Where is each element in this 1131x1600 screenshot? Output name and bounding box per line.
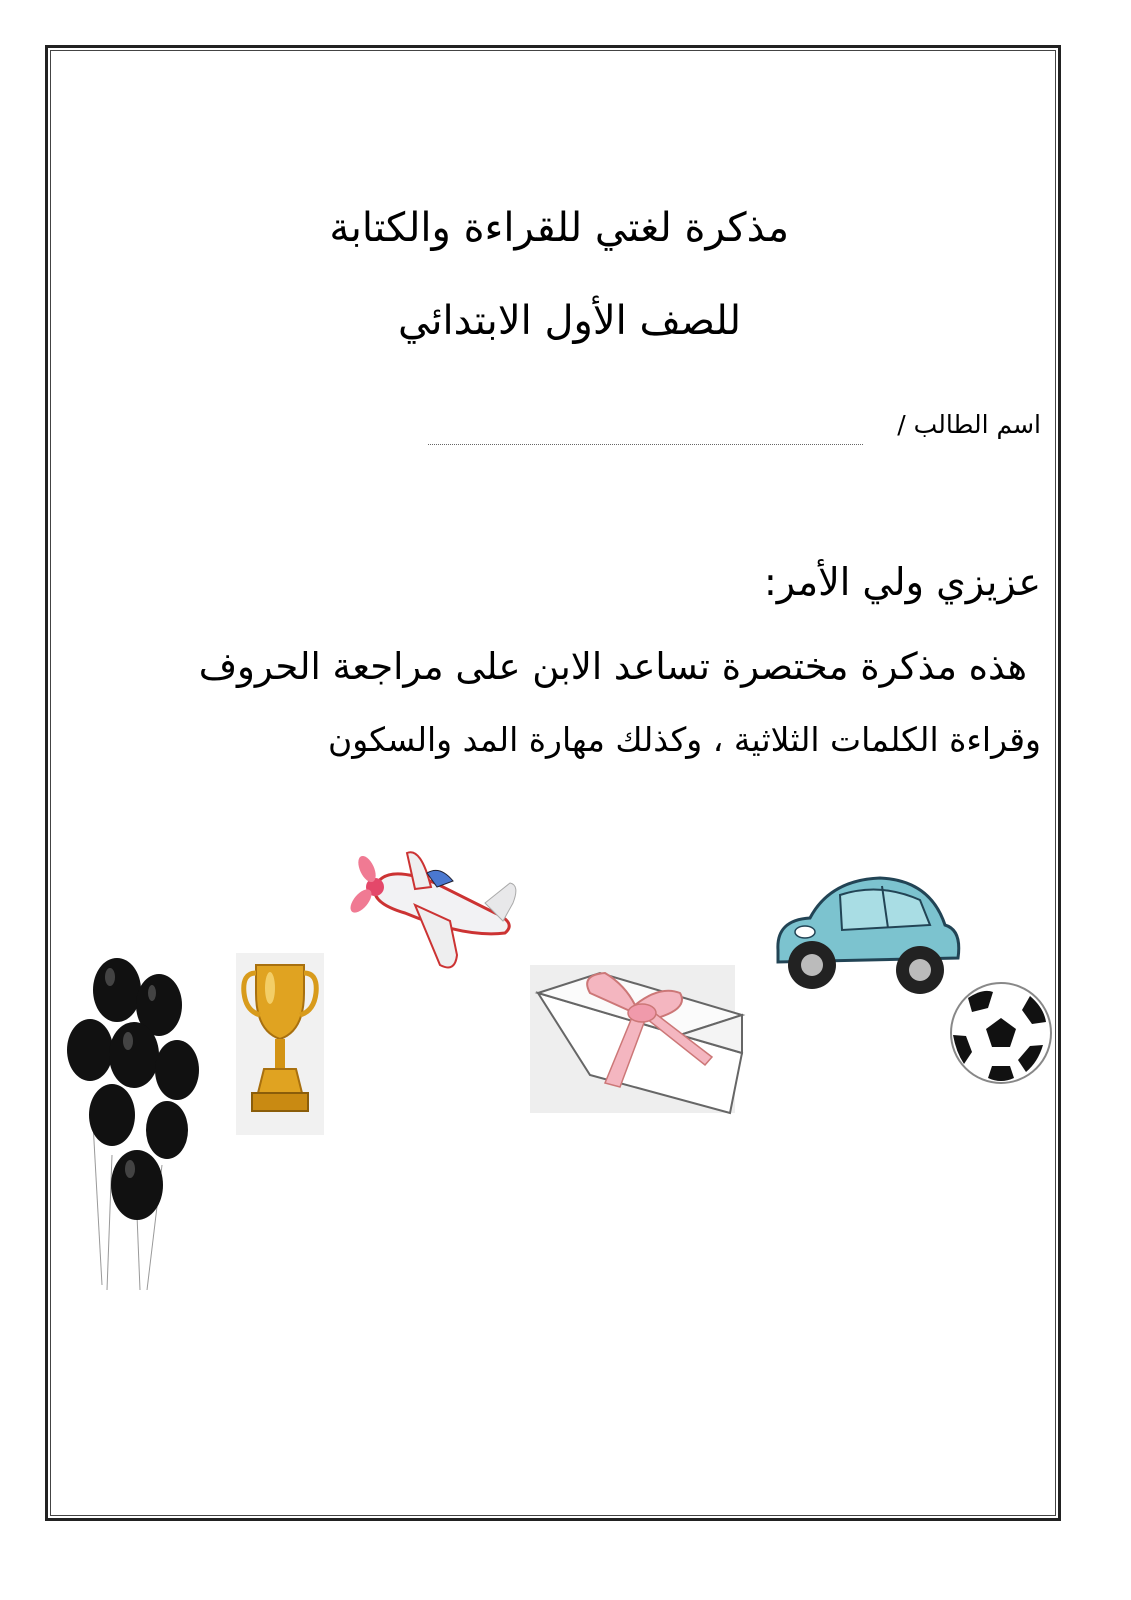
soccer-ball-icon <box>948 980 1054 1086</box>
intro-line-1: هذه مذكرة مختصرة تساعد الابن على مراجعة الحروف <box>198 645 1027 688</box>
title-line-1: مذكرة لغتي للقراءة والكتابة <box>329 205 789 251</box>
airplane-icon <box>345 843 520 975</box>
title-line-2: للصف الأول الابتدائي <box>398 298 741 344</box>
student-name-field[interactable] <box>428 444 863 445</box>
intro-line-2: وقراءة الكلمات الثلاثية ، وكذلك مهارة المد والسكون <box>328 720 1041 759</box>
student-name-label: اسم الطالب / <box>897 410 1041 439</box>
toy-car-icon <box>770 870 965 1010</box>
trophy-icon <box>236 953 324 1135</box>
greeting: عزيزي ولي الأمر: <box>763 560 1041 604</box>
gift-box-icon <box>530 965 746 1115</box>
balloons-icon <box>62 955 212 1300</box>
